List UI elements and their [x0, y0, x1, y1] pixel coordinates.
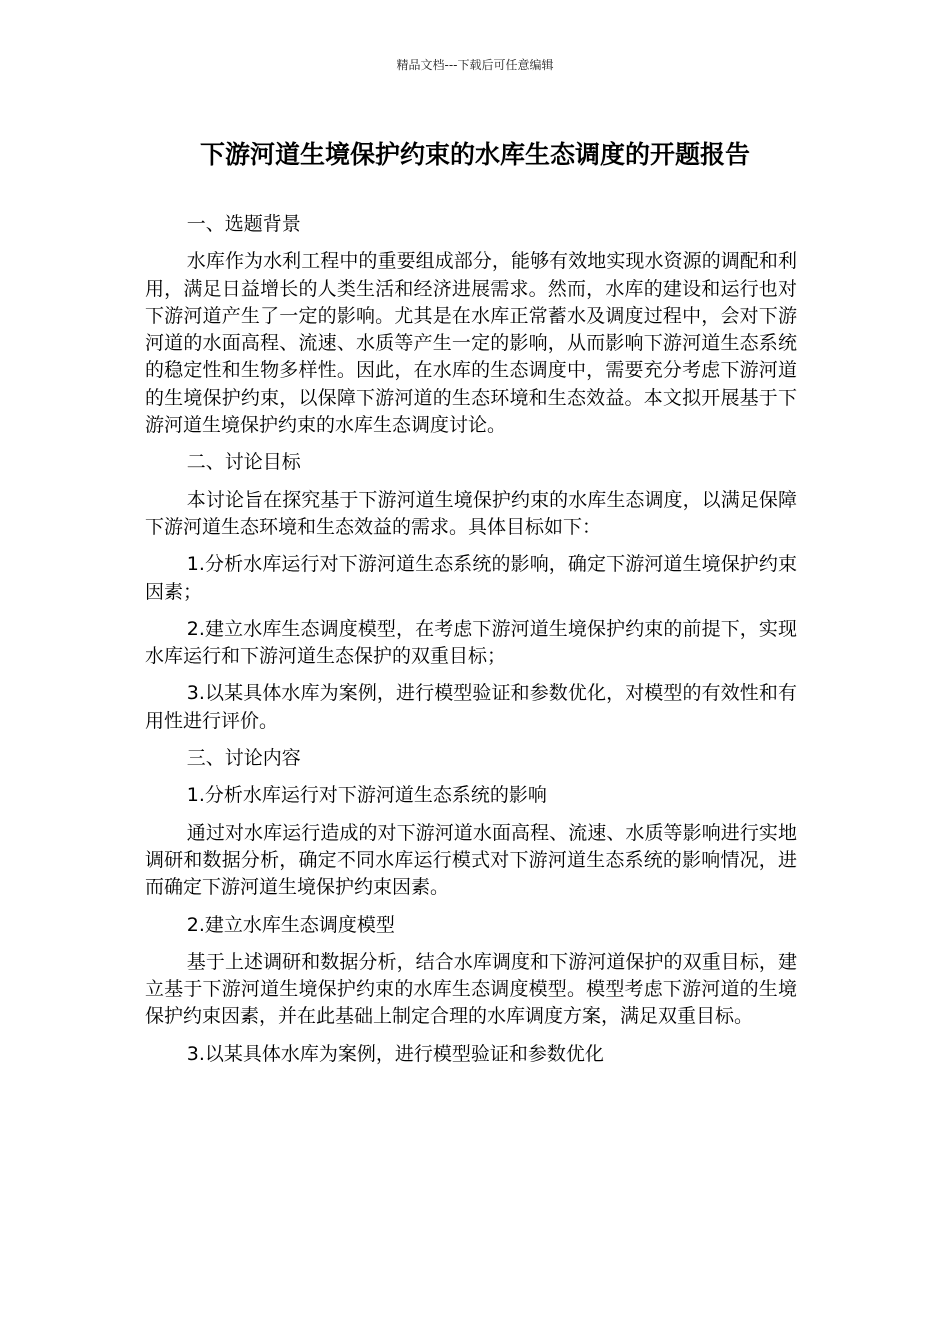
- subheading-content-2: 2.建立水库生态调度模型: [186, 913, 395, 936]
- subheading-content-3: 3.以某具体水库为案例，进行模型验证和参数优化: [186, 1042, 604, 1065]
- section-heading-background: 一、选题背景: [186, 213, 301, 235]
- paragraph-goal-1: 1.分析水库运行对下游河道生态系统的影响，确定下游河道生境保护约束因素；: [145, 553, 797, 603]
- paragraph-background: 水库作为水利工程中的重要组成部分，能够有效地实现水资源的调配和利用，满足日益增长的人类生活和经济进展需求。然而，水库的建设和运行也对下游河道产生了一定的影响。尤其是在水库正常蓄水及调度过程中，会对下游河道的水面高程、流速、水质等产生一定的影响，从而影响下游河道生态系统的稳定性和生物多样性。因此，在水库的生态调度中，需要充分考虑下游河道的生境保护约束，以保障下游河道的生态环境和生态效益。本文拟开展基于下游河道生境保护约束的水库生态调度讨论。: [145, 250, 797, 437]
- paragraph-content-1: 通过对水库运行造成的对下游河道水面高程、流速、水质等影响进行实地调研和数据分析，确定不同水库运行模式对下游河道生态系统的影响情况，进而确定下游河道生境保护约束因素。: [145, 821, 797, 899]
- subheading-content-1: 1.分析水库运行对下游河道生态系统的影响: [186, 784, 547, 807]
- paragraph-goal-2: 2.建立水库生态调度模型，在考虑下游河道生境保护约束的前提下，实现水库运行和下游河道生态保护的双重目标；: [145, 617, 797, 668]
- section-heading-content: 三、讨论内容: [186, 747, 301, 770]
- paragraph-content-2: 基于上述调研和数据分析，结合水库调度和下游河道保护的双重目标，建立基于下游河道生境保护约束的水库生态调度模型。模型考虑下游河道的生境保护约束因素，并在此基础上制定合理的水库调度方案，满足双重目标。: [145, 950, 797, 1028]
- document-title: 下游河道生境保护约束的水库生态调度的开题报告: [199, 140, 750, 169]
- document-body: [145, 211, 797, 1078]
- section-heading-goals: 二、讨论目标: [186, 451, 301, 474]
- paragraph-goal-3: 3.以某具体水库为案例，进行模型验证和参数优化，对模型的有效性和有用性进行评价。: [145, 682, 797, 732]
- header-note: 精品文档---下载后可任意编辑: [396, 58, 554, 72]
- paragraph-goals-intro: 本讨论旨在探究基于下游河道生境保护约束的水库生态调度，以满足保障下游河道生态环境和生态效益的需求。具体目标如下：: [145, 488, 797, 538]
